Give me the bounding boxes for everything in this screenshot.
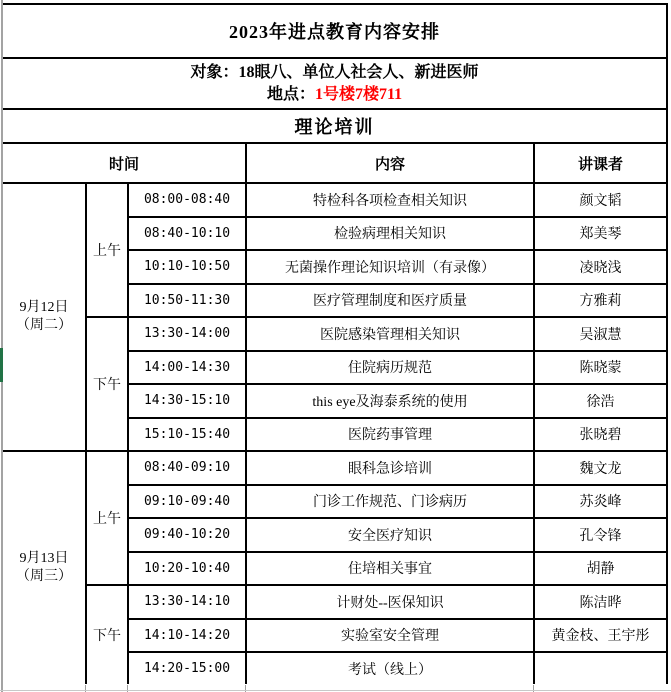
faint-gridline <box>0 690 671 691</box>
lecturer-cell: 郑美琴 <box>534 217 667 251</box>
date-cell <box>2 183 86 451</box>
time-cell: 09:10-09:40 <box>128 485 246 519</box>
time-cell: 10:20-10:40 <box>128 552 246 586</box>
period-cell: 上午 <box>86 451 128 585</box>
col-header-lecturer: 讲课者 <box>534 143 667 183</box>
green-edge-marker <box>0 348 3 382</box>
content-cell: 安全医疗知识 <box>246 518 534 552</box>
date-cell <box>2 451 86 686</box>
section-title: 理论培训 <box>2 109 667 143</box>
lecturer-cell: 方雅莉 <box>534 284 667 318</box>
subtitle-block <box>2 58 667 109</box>
lecturer-cell: 陈晓蒙 <box>534 351 667 385</box>
sheet-left-edge-line <box>1 0 3 692</box>
audience-line <box>3 62 666 84</box>
time-cell: 10:50-11:30 <box>128 284 246 318</box>
time-cell: 10:10-10:50 <box>128 250 246 284</box>
period-cell: 上午 <box>86 183 128 317</box>
content-cell: 实验室安全管理 <box>246 619 534 653</box>
content-cell: 特检科各项检查相关知识 <box>246 183 534 217</box>
time-cell: 14:30-15:10 <box>128 384 246 418</box>
time-cell: 08:00-08:40 <box>128 183 246 217</box>
lecturer-cell: 苏炎峰 <box>534 485 667 519</box>
audience-value: 18眼八、单位人社会人、新进医师 <box>238 63 479 81</box>
content-cell: 门诊工作规范、门诊病历 <box>246 485 534 519</box>
period-cell: 下午 <box>86 585 128 686</box>
content-cell: 医院药事管理 <box>246 418 534 452</box>
time-cell: 15:10-15:40 <box>128 418 246 452</box>
lecturer-cell: 胡静 <box>534 552 667 586</box>
date-line-1: 9月13日 <box>19 551 69 567</box>
lecturer-cell: 颜文韬 <box>534 183 667 217</box>
col-header-time: 时间 <box>2 143 246 183</box>
time-cell: 13:30-14:10 <box>128 585 246 619</box>
lecturer-cell: 凌晓浅 <box>534 250 667 284</box>
time-cell: 08:40-10:10 <box>128 217 246 251</box>
time-cell: 08:40-09:10 <box>128 451 246 485</box>
col-header-content: 内容 <box>246 143 534 183</box>
content-cell: this eye及海泰系统的使用 <box>246 384 534 418</box>
location-line <box>3 84 666 106</box>
lecturer-cell: 陈洁晔 <box>534 585 667 619</box>
lecturer-cell <box>534 652 667 686</box>
time-cell: 09:40-10:20 <box>128 518 246 552</box>
content-cell: 住培相关事宜 <box>246 552 534 586</box>
content-cell: 眼科急诊培训 <box>246 451 534 485</box>
lecturer-cell: 张晓碧 <box>534 418 667 452</box>
content-cell: 住院病历规范 <box>246 351 534 385</box>
content-cell: 无菌操作理论知识培训（有录像） <box>246 250 534 284</box>
lecturer-cell: 徐浩 <box>534 384 667 418</box>
time-cell: 14:00-14:30 <box>128 351 246 385</box>
lecturer-cell: 黄金枝、王宇彤 <box>534 619 667 653</box>
date-line-1: 9月12日 <box>19 300 69 315</box>
date-line-2: （周三） <box>16 569 72 585</box>
content-cell: 计财处--医保知识 <box>246 585 534 619</box>
content-cell: 医疗管理制度和医疗质量 <box>246 284 534 318</box>
content-cell: 考试（线上） <box>246 652 534 686</box>
page-title: 2023年进点教育内容安排 <box>2 4 667 58</box>
lecturer-cell: 魏文龙 <box>534 451 667 485</box>
time-cell: 14:20-15:00 <box>128 652 246 686</box>
content-cell: 检验病理相关知识 <box>246 217 534 251</box>
lecturer-cell: 孔令锋 <box>534 518 667 552</box>
time-cell: 14:10-14:20 <box>128 619 246 653</box>
period-cell: 下午 <box>86 317 128 451</box>
time-cell: 13:30-14:00 <box>128 317 246 351</box>
lecturer-cell: 吴淑慧 <box>534 317 667 351</box>
content-cell: 医院感染管理相关知识 <box>246 317 534 351</box>
location-label: 地点： <box>266 85 315 103</box>
schedule-table <box>1 3 668 687</box>
audience-label: 对象： <box>190 63 239 81</box>
location-value: 1号楼7楼711 <box>314 85 403 103</box>
date-line-2: （周二） <box>16 318 72 333</box>
